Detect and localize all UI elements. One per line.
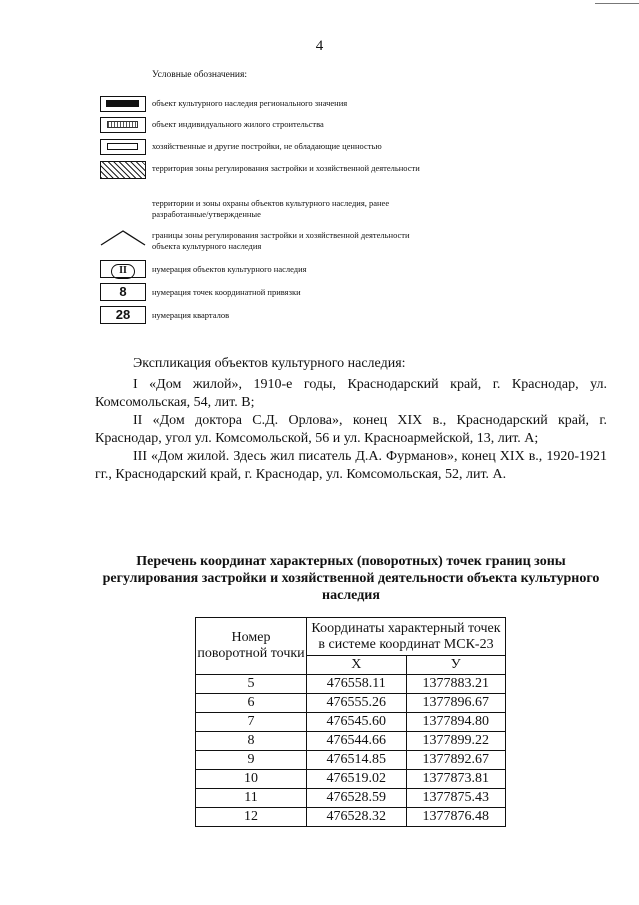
individual-house-icon <box>100 117 146 133</box>
table-row <box>196 808 506 827</box>
legend-label: границы зоны регулирования застройки и хозяйственной деятельности объекта культурного наследия <box>152 230 410 251</box>
legend-label: нумерация кварталов <box>152 310 230 320</box>
table-row <box>196 751 506 770</box>
x-coordinate-cell: 476544.66 <box>307 732 407 751</box>
header-y: У <box>406 656 506 675</box>
point-number-cell: 7 <box>196 713 307 732</box>
legend-row-outbuilding <box>100 139 430 161</box>
legend-row-zone <box>100 161 430 183</box>
coordinates-title: Перечень координат характерных (поворотных) точек границ зоны регулирования застройки и хозяйственной деятельности объекта культурного наследия <box>102 554 600 603</box>
x-coordinate-cell: 476558.11 <box>307 675 407 694</box>
legend-row-approved <box>100 196 430 218</box>
x-coordinate-cell: 476528.32 <box>307 808 407 827</box>
x-coordinate-cell: 476545.60 <box>307 713 407 732</box>
x-coordinate-cell: 476528.59 <box>307 789 407 808</box>
point-number-cell: 9 <box>196 751 307 770</box>
y-coordinate-cell: 1377883.21 <box>406 675 506 694</box>
table-row <box>196 713 506 732</box>
legend-label: хозяйственные и другие постройки, не обладающие ценностью <box>152 141 382 151</box>
legend-row-point-numbering <box>100 283 430 305</box>
point-number-cell: 6 <box>196 694 307 713</box>
table-row <box>196 675 506 694</box>
legend-title: Условные обозначения: <box>152 70 248 80</box>
regional-heritage-icon <box>100 96 146 112</box>
y-coordinate-cell: 1377873.81 <box>406 770 506 789</box>
legend-label: объект индивидуального жилого строительства <box>152 119 324 129</box>
table-row <box>196 789 506 808</box>
corner-line <box>595 3 639 4</box>
x-coordinate-cell: 476514.85 <box>307 751 407 770</box>
legend-row-block-numbering <box>100 306 430 328</box>
explication-item: II «Дом доктора С.Д. Орлова», конец XIX в., Краснодарский край, г. Краснодар, угол ул. Комсомольской, 56 и ул. Красноармейской, 13, лит. А; <box>95 413 607 446</box>
legend-row-individual <box>100 117 430 139</box>
block-number-badge: 28 <box>100 306 146 324</box>
heritage-number-badge <box>100 260 146 278</box>
table-row <box>196 770 506 789</box>
legend-row-boundary <box>100 228 430 250</box>
point-number-cell: 5 <box>196 675 307 694</box>
explication-item: I «Дом жилой», 1910-е годы, Краснодарский край, г. Краснодар, ул. Комсомольская, 54, лит. В; <box>95 377 607 410</box>
y-coordinate-cell: 1377894.80 <box>406 713 506 732</box>
x-coordinate-cell: 476555.26 <box>307 694 407 713</box>
y-coordinate-cell: 1377875.43 <box>406 789 506 808</box>
explication-title: Экспликация объектов культурного наследия: <box>133 356 406 371</box>
page-number: 4 <box>315 38 324 54</box>
legend-label: нумерация объектов культурного наследия <box>152 264 307 274</box>
point-number-cell: 12 <box>196 808 307 827</box>
point-number-badge: 8 <box>100 283 146 301</box>
y-coordinate-cell: 1377892.67 <box>406 751 506 770</box>
y-coordinate-cell: 1377899.22 <box>406 732 506 751</box>
legend-label: объект культурного наследия регионального значения <box>152 98 348 108</box>
header-coordinates: Координаты характерный точек в системе координат МСК-23 <box>307 618 506 656</box>
header-point-number: Номер поворотной точки <box>196 618 307 675</box>
heritage-number-oval: II <box>111 264 135 279</box>
header-x: Х <box>307 656 407 675</box>
point-number-cell: 10 <box>196 770 307 789</box>
boundary-line-icon <box>100 228 146 244</box>
table-row <box>196 694 506 713</box>
y-coordinate-cell: 1377876.48 <box>406 808 506 827</box>
point-number-cell: 11 <box>196 789 307 808</box>
legend-label: нумерация точек координатной привязки <box>152 287 301 297</box>
x-coordinate-cell: 476519.02 <box>307 770 407 789</box>
explication-item: III «Дом жилой. Здесь жил писатель Д.А. Фурманов», конец XIX в., 1920-1921 гг., Краснодарский край, г. Краснодар, ул. Комсомольская, 52, лит. А. <box>95 449 607 482</box>
table-row <box>196 732 506 751</box>
hatched-zone-icon <box>100 161 146 179</box>
coordinates-table <box>195 617 506 827</box>
explication-list <box>95 376 607 484</box>
legend-label: территория зоны регулирования застройки и хозяйственной деятельности <box>152 163 420 173</box>
point-number-cell: 8 <box>196 732 307 751</box>
legend-row-regional <box>100 96 430 118</box>
legend-label: территории и зоны охраны объектов культурного наследия, ранее разработанные/утвержденные <box>152 198 390 219</box>
outbuilding-icon <box>100 139 146 155</box>
y-coordinate-cell: 1377896.67 <box>406 694 506 713</box>
legend-row-heritage-numbering <box>100 260 430 282</box>
